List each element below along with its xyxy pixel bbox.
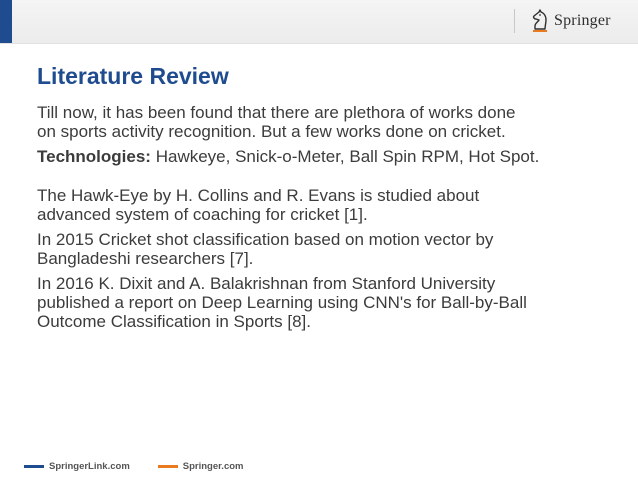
header-bar [0, 0, 638, 44]
point-line: In 2015 Cricket shot classification based on motion vector by [37, 230, 494, 249]
slide-title: Literature Review [37, 63, 229, 89]
header-divider [514, 9, 515, 33]
point-line: advanced system of coaching for cricket [1]. [37, 205, 368, 224]
footer-link-springerlink[interactable] [24, 461, 130, 472]
technologies-label: Technologies: [37, 147, 151, 166]
footer-link-label: SpringerLink.com [49, 460, 130, 472]
footer-orange-line [158, 465, 178, 468]
point-paragraph [37, 274, 617, 331]
intro-line: Till now, it has been found that there are plethora of works done [37, 103, 516, 122]
point-paragraph [37, 230, 617, 268]
springer-logo-text: Springer [554, 12, 611, 29]
point-line: Outcome Classification in Sports [8]. [37, 312, 312, 331]
intro-paragraph [37, 103, 617, 141]
springer-logo[interactable] [530, 7, 611, 35]
intro-line: on sports activity recognition. But a few works done on cricket. [37, 122, 506, 141]
footer-link-label: Springer.com [182, 460, 244, 472]
point-line: published a report on Deep Learning using CNN's for Ball-by-Ball [37, 293, 527, 312]
footer-link-springer[interactable] [158, 461, 244, 472]
point-line: Bangladeshi researchers [7]. [37, 249, 254, 268]
footer [24, 459, 271, 473]
slide-content [37, 103, 617, 337]
technologies-paragraph [37, 147, 617, 166]
point-line: The Hawk-Eye by H. Collins and R. Evans is studied about [37, 186, 480, 205]
header-accent-bar [0, 0, 12, 43]
technologies-text: Hawkeye, Snick-o-Meter, Ball Spin RPM, Hot Spot. [150, 147, 540, 166]
point-paragraph [37, 186, 617, 224]
footer-blue-line [24, 465, 44, 468]
point-line: In 2016 K. Dixit and A. Balakrishnan from Stanford University [37, 274, 496, 293]
springer-chess-knight-icon [530, 9, 550, 33]
